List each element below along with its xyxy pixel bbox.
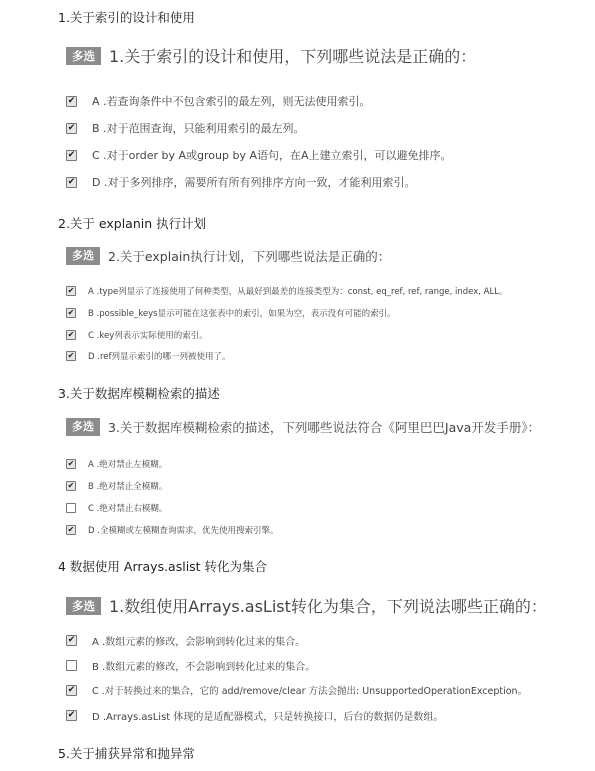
option-label: B .绝对禁止全模糊。 [88, 482, 168, 492]
option-label: B .对于范围查询，只能利用索引的最左列。 [92, 122, 305, 135]
checkbox-icon[interactable]: ✔ [67, 635, 76, 645]
option-b[interactable] [66, 658, 315, 673]
checkbox-icon[interactable]: ✔ [67, 481, 75, 490]
option-label: C .key列表示实际使用的索引。 [88, 331, 208, 341]
option-label: C .绝对禁止右模糊。 [88, 504, 168, 514]
option-label: A .绝对禁止左模糊。 [88, 460, 168, 470]
option-c[interactable] [66, 147, 452, 163]
checkbox-icon[interactable]: ✔ [67, 525, 75, 534]
option-c[interactable] [66, 683, 527, 697]
checkbox-icon[interactable] [66, 503, 76, 513]
checkbox-icon[interactable]: ✔ [67, 176, 76, 187]
option-d[interactable] [66, 524, 278, 536]
checkbox-icon[interactable]: ✔ [67, 149, 76, 160]
option-label: D .ref列显示索引的哪一列被使用了。 [88, 352, 231, 362]
option-label: C .对于转换过来的集合，它的 add/remove/clear 方法会抛出: UnsupportedOperationException。 [92, 686, 528, 697]
option-c[interactable] [66, 502, 167, 514]
question-header [66, 594, 547, 617]
option-d[interactable] [66, 350, 230, 362]
question-header [66, 44, 476, 67]
option-c[interactable] [66, 329, 208, 341]
checkbox-icon[interactable]: ✔ [67, 308, 75, 317]
checkbox-icon[interactable]: ✔ [67, 122, 76, 133]
option-b[interactable] [66, 120, 305, 136]
checkbox-icon[interactable]: ✔ [67, 710, 76, 720]
option-label: A .数组元素的修改，会影响到转化过来的集合。 [92, 637, 306, 648]
question-text: 1.关于索引的设计和使用，下列哪些说法是正确的： [109, 47, 477, 66]
option-d[interactable] [66, 174, 415, 190]
section-title: 2.关于 explanin 执行计划 [58, 216, 207, 231]
checkbox-icon[interactable]: ✔ [67, 286, 75, 295]
multi-choice-badge: 多选 [66, 247, 100, 265]
option-label: A .若查询条件中不包含索引的最左列，则无法使用索引。 [92, 95, 371, 108]
option-label: B .possible_keys显示可能在这张表中的索引，如果为空，表示没有可能的索引。 [88, 309, 396, 319]
section-title: 4 数据使用 Arrays.aslist 转化为集合 [58, 559, 268, 574]
checkbox-icon[interactable]: ✔ [67, 351, 75, 360]
question-header [66, 418, 540, 436]
question-text: 1.数组使用Arrays.asList转化为集合，下列说法哪些正确的： [109, 597, 547, 616]
section-title: 1.关于索引的设计和使用 [58, 10, 195, 25]
checkbox-icon[interactable]: ✔ [67, 95, 76, 106]
option-label: A .type列显示了连接使用了何种类型，从最好到最差的连接类型为：const, eq_ref, ref, range, index, ALL。 [88, 287, 508, 297]
checkbox-icon[interactable] [66, 660, 77, 671]
checkbox-icon[interactable]: ✔ [67, 330, 75, 339]
option-label: D .全模糊或左模糊查询需求，优先使用搜索引擎。 [88, 526, 279, 536]
multi-choice-badge: 多选 [66, 418, 100, 436]
section-title: 3.关于数据库模糊检索的描述 [58, 386, 220, 401]
multi-choice-badge: 多选 [66, 47, 101, 65]
option-b[interactable] [66, 480, 167, 492]
option-label: D .Arrays.asList 体现的是适配器模式，只是转换接口，后台的数据仍是数组。 [92, 712, 444, 723]
option-a[interactable] [66, 633, 305, 648]
question-text: 3.关于数据库模糊检索的描述，下列哪些说法符合《阿里巴巴Java开发手册》： [108, 420, 541, 435]
option-b[interactable] [66, 307, 396, 319]
option-d[interactable] [66, 708, 443, 723]
option-a[interactable] [66, 458, 167, 470]
option-a[interactable] [66, 93, 371, 109]
section-title: 5.关于捕获异常和抛异常 [58, 746, 195, 761]
checkbox-icon[interactable]: ✔ [67, 459, 75, 468]
option-label: D .对于多列排序，需要所有所有列排序方向一致，才能利用索引。 [92, 176, 416, 189]
multi-choice-badge: 多选 [66, 597, 101, 615]
option-a[interactable] [66, 285, 507, 297]
question-header [66, 247, 390, 265]
question-text: 2.关于explain执行计划，下列哪些说法是正确的： [108, 249, 391, 264]
checkbox-icon[interactable]: ✔ [67, 684, 76, 695]
option-label: B .数组元素的修改，不会影响到转化过来的集合。 [92, 662, 316, 673]
option-label: C .对于order by A或group by A语句，在A上建立索引，可以避免排序。 [92, 149, 452, 162]
